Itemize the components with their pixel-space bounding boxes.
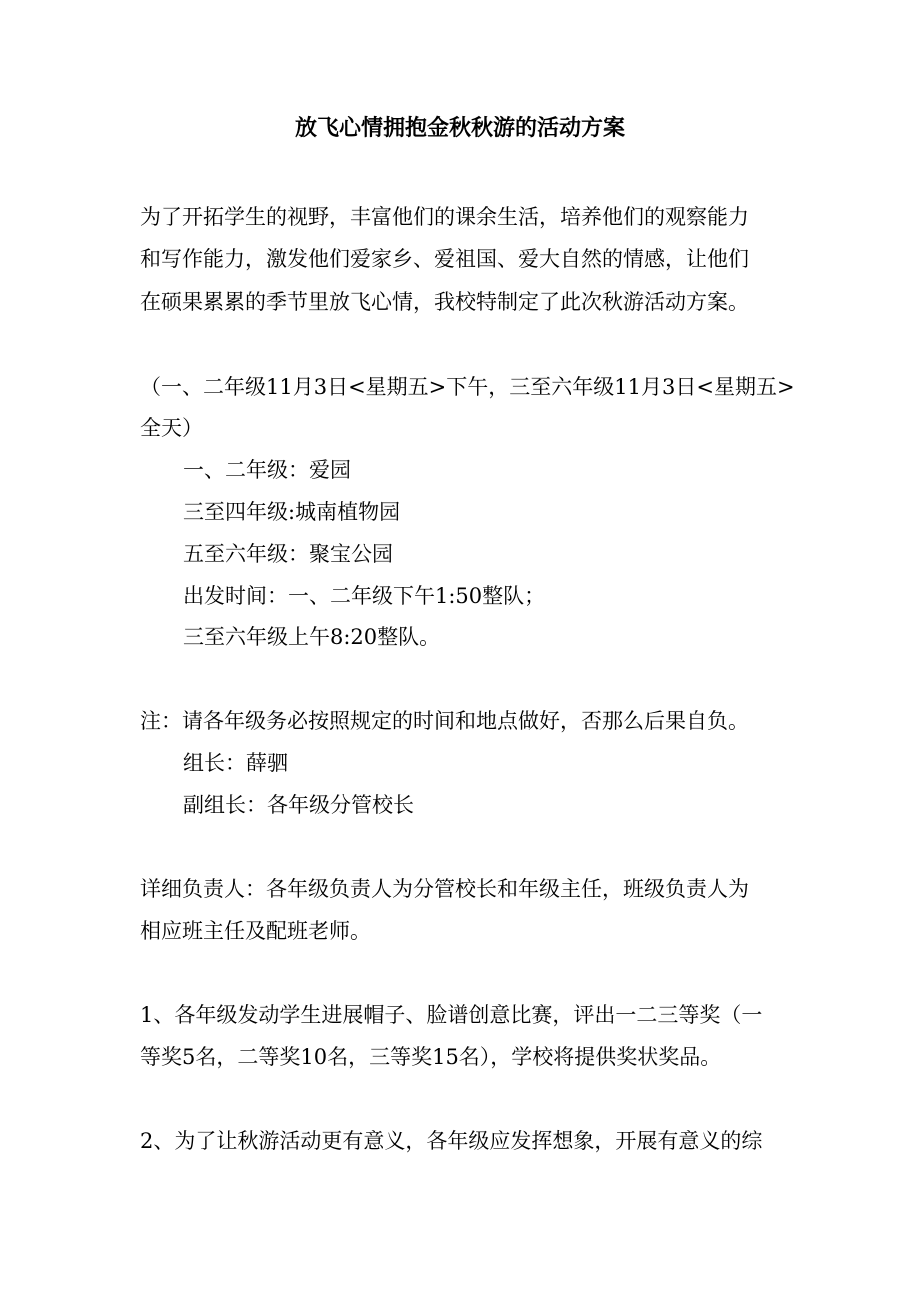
deputy-leader-line: 副组长：各年级分管校长 (183, 793, 414, 817)
departure-time-line-1: 出发时间：一、二年级下午1:50整队； (183, 584, 546, 608)
intro-line-3: 在硕果累累的季节里放飞心情，我校特制定了此次秋游活动方案。 (140, 290, 749, 314)
intro-line-1: 为了开拓学生的视野，丰富他们的课余生活，培养他们的观察能力 (140, 205, 749, 229)
item-1-line-1: 1、各年级发动学生进展帽子、脸谱创意比赛，评出一二三等奖（一 (140, 1003, 763, 1027)
location-grade-1-2: 一、二年级：爱园 (183, 458, 351, 482)
time-line-2: 全天） (140, 416, 203, 440)
responsible-line-1: 详细负责人：各年级负责人为分管校长和年级主任，班级负责人为 (140, 877, 749, 901)
intro-line-2: 和写作能力，激发他们爱家乡、爱祖国、爱大自然的情感，让他们 (140, 247, 749, 271)
item-2-line-1: 2、为了让秋游活动更有意义，各年级应发挥想象，开展有意义的综 (140, 1129, 763, 1153)
departure-time-line-2: 三至六年级上午8:20整队。 (183, 625, 441, 649)
leader-line: 组长：薛驷 (183, 751, 288, 775)
location-grade-3-4: 三至四年级:城南植物园 (183, 500, 401, 524)
responsible-line-2: 相应班主任及配班老师。 (140, 919, 371, 943)
location-grade-5-6: 五至六年级：聚宝公园 (183, 542, 393, 566)
time-line-1: （一、二年级11月3日<星期五>下午，三至六年级11月3日<星期五> (140, 375, 795, 399)
document-title: 放飞心情拥抱金秋秋游的活动方案 (294, 115, 625, 141)
item-1-line-2: 等奖5名，二等奖10名，三等奖15名），学校将提供奖状奖品。 (140, 1045, 722, 1069)
note-line: 注：请各年级务必按照规定的时间和地点做好，否那么后果自负。 (140, 709, 749, 733)
